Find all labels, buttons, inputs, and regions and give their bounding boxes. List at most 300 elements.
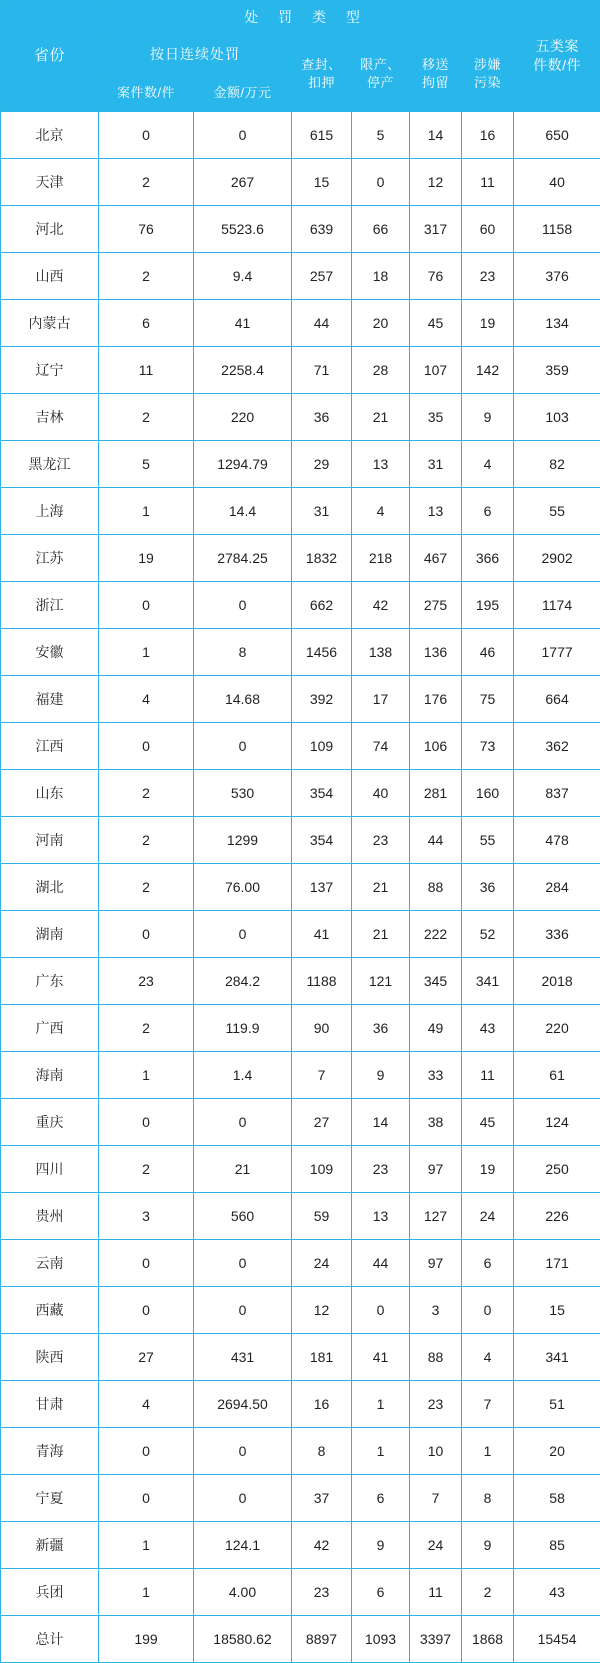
table-row xyxy=(1,159,600,206)
row-amount: 0 xyxy=(194,1240,292,1287)
row-seal: 41 xyxy=(292,911,352,958)
row-pollution: 19 xyxy=(462,1146,514,1193)
table-row xyxy=(1,817,600,864)
table-row xyxy=(1,1428,600,1475)
row-amount: 0 xyxy=(194,1099,292,1146)
row-amount: 1299 xyxy=(194,817,292,864)
row-restrict: 1093 xyxy=(352,1616,410,1663)
row-transfer: 49 xyxy=(410,1005,462,1052)
row-total: 134 xyxy=(514,300,600,347)
row-province: 河南 xyxy=(1,817,99,864)
row-total: 171 xyxy=(514,1240,600,1287)
row-pollution: 11 xyxy=(462,159,514,206)
row-pollution: 142 xyxy=(462,347,514,394)
row-transfer: 467 xyxy=(410,535,462,582)
row-case-count: 27 xyxy=(99,1334,194,1381)
table-row xyxy=(1,1193,600,1240)
row-transfer: 38 xyxy=(410,1099,462,1146)
row-pollution: 1868 xyxy=(462,1616,514,1663)
row-case-count: 0 xyxy=(99,582,194,629)
row-total: 336 xyxy=(514,911,600,958)
row-pollution: 8 xyxy=(462,1475,514,1522)
table-row xyxy=(1,1146,600,1193)
row-restrict: 41 xyxy=(352,1334,410,1381)
row-transfer: 45 xyxy=(410,300,462,347)
row-case-count: 0 xyxy=(99,1475,194,1522)
header-seal-line2: 扣押 xyxy=(292,74,351,92)
header-five-total-line1: 五类案 xyxy=(514,37,600,56)
row-transfer: 88 xyxy=(410,864,462,911)
row-pollution: 45 xyxy=(462,1099,514,1146)
row-province: 云南 xyxy=(1,1240,99,1287)
row-case-count: 5 xyxy=(99,441,194,488)
row-restrict: 138 xyxy=(352,629,410,676)
row-restrict: 40 xyxy=(352,770,410,817)
row-amount: 8 xyxy=(194,629,292,676)
row-pollution: 16 xyxy=(462,112,514,159)
table-row xyxy=(1,582,600,629)
table-row xyxy=(1,864,600,911)
row-case-count: 1 xyxy=(99,629,194,676)
row-case-count: 1 xyxy=(99,1569,194,1616)
row-province: 青海 xyxy=(1,1428,99,1475)
table-row xyxy=(1,911,600,958)
row-transfer: 31 xyxy=(410,441,462,488)
row-case-count: 76 xyxy=(99,206,194,253)
row-seal: 8 xyxy=(292,1428,352,1475)
row-seal: 1456 xyxy=(292,629,352,676)
row-amount: 9.4 xyxy=(194,253,292,300)
table-row xyxy=(1,488,600,535)
row-case-count: 19 xyxy=(99,535,194,582)
row-province: 安徽 xyxy=(1,629,99,676)
row-total: 1777 xyxy=(514,629,600,676)
row-total: 15454 xyxy=(514,1616,600,1663)
row-restrict: 36 xyxy=(352,1005,410,1052)
row-seal: 1188 xyxy=(292,958,352,1005)
row-case-count: 2 xyxy=(99,394,194,441)
row-seal: 354 xyxy=(292,817,352,864)
row-seal: 15 xyxy=(292,159,352,206)
row-transfer: 275 xyxy=(410,582,462,629)
row-amount: 0 xyxy=(194,723,292,770)
header-five-total xyxy=(514,1,600,112)
row-restrict: 1 xyxy=(352,1428,410,1475)
row-seal: 27 xyxy=(292,1099,352,1146)
table-row xyxy=(1,676,600,723)
table-row xyxy=(1,1381,600,1428)
row-case-count: 0 xyxy=(99,1287,194,1334)
row-case-count: 2 xyxy=(99,159,194,206)
row-transfer: 11 xyxy=(410,1569,462,1616)
row-amount: 0 xyxy=(194,112,292,159)
row-province: 上海 xyxy=(1,488,99,535)
row-amount: 0 xyxy=(194,1428,292,1475)
row-amount: 2258.4 xyxy=(194,347,292,394)
row-seal: 109 xyxy=(292,1146,352,1193)
row-province: 辽宁 xyxy=(1,347,99,394)
row-case-count: 0 xyxy=(99,723,194,770)
row-transfer: 97 xyxy=(410,1146,462,1193)
row-seal: 12 xyxy=(292,1287,352,1334)
row-transfer: 23 xyxy=(410,1381,462,1428)
row-seal: 59 xyxy=(292,1193,352,1240)
row-province: 兵团 xyxy=(1,1569,99,1616)
header-seal-line1: 查封、 xyxy=(292,56,351,74)
header-transfer-line1: 移送 xyxy=(410,56,461,74)
row-restrict: 14 xyxy=(352,1099,410,1146)
row-transfer: 222 xyxy=(410,911,462,958)
row-province: 陕西 xyxy=(1,1334,99,1381)
row-transfer: 136 xyxy=(410,629,462,676)
row-case-count: 2 xyxy=(99,770,194,817)
row-province: 宁夏 xyxy=(1,1475,99,1522)
row-restrict: 21 xyxy=(352,394,410,441)
row-restrict: 9 xyxy=(352,1522,410,1569)
row-total: 284 xyxy=(514,864,600,911)
table-row xyxy=(1,1005,600,1052)
table-header xyxy=(1,1,600,112)
row-amount: 431 xyxy=(194,1334,292,1381)
row-case-count: 2 xyxy=(99,864,194,911)
row-seal: 36 xyxy=(292,394,352,441)
row-amount: 1.4 xyxy=(194,1052,292,1099)
table-row xyxy=(1,206,600,253)
header-transfer-line2: 拘留 xyxy=(410,74,461,92)
row-province: 内蒙古 xyxy=(1,300,99,347)
row-province: 海南 xyxy=(1,1052,99,1099)
row-pollution: 6 xyxy=(462,1240,514,1287)
row-province: 重庆 xyxy=(1,1099,99,1146)
row-restrict: 66 xyxy=(352,206,410,253)
row-province: 江西 xyxy=(1,723,99,770)
row-case-count: 4 xyxy=(99,1381,194,1428)
row-pollution: 4 xyxy=(462,1334,514,1381)
row-seal: 639 xyxy=(292,206,352,253)
table-row xyxy=(1,1240,600,1287)
row-seal: 90 xyxy=(292,1005,352,1052)
row-province: 吉林 xyxy=(1,394,99,441)
header-pollution xyxy=(462,36,514,112)
table-row xyxy=(1,1616,600,1663)
table-row xyxy=(1,1099,600,1146)
row-province: 广东 xyxy=(1,958,99,1005)
row-pollution: 2 xyxy=(462,1569,514,1616)
row-province: 湖北 xyxy=(1,864,99,911)
row-province: 西藏 xyxy=(1,1287,99,1334)
row-province: 江苏 xyxy=(1,535,99,582)
row-pollution: 11 xyxy=(462,1052,514,1099)
table-row xyxy=(1,958,600,1005)
table-body xyxy=(1,112,600,1663)
row-total: 226 xyxy=(514,1193,600,1240)
row-amount: 560 xyxy=(194,1193,292,1240)
row-restrict: 23 xyxy=(352,1146,410,1193)
row-total: 15 xyxy=(514,1287,600,1334)
row-seal: 662 xyxy=(292,582,352,629)
row-amount: 76.00 xyxy=(194,864,292,911)
row-restrict: 21 xyxy=(352,864,410,911)
row-case-count: 1 xyxy=(99,1052,194,1099)
header-daily-penalty: 按日连续处罚 xyxy=(99,36,292,75)
row-province: 贵州 xyxy=(1,1193,99,1240)
header-restrict xyxy=(352,36,410,112)
row-province: 山东 xyxy=(1,770,99,817)
row-pollution: 60 xyxy=(462,206,514,253)
row-total: 837 xyxy=(514,770,600,817)
row-total: 664 xyxy=(514,676,600,723)
header-seal xyxy=(292,36,352,112)
row-amount: 41 xyxy=(194,300,292,347)
row-province: 总计 xyxy=(1,1616,99,1663)
row-seal: 7 xyxy=(292,1052,352,1099)
row-seal: 42 xyxy=(292,1522,352,1569)
row-total: 2902 xyxy=(514,535,600,582)
row-province: 北京 xyxy=(1,112,99,159)
row-amount: 2694.50 xyxy=(194,1381,292,1428)
row-restrict: 18 xyxy=(352,253,410,300)
row-pollution: 55 xyxy=(462,817,514,864)
row-total: 341 xyxy=(514,1334,600,1381)
row-province: 新疆 xyxy=(1,1522,99,1569)
row-case-count: 199 xyxy=(99,1616,194,1663)
row-case-count: 0 xyxy=(99,911,194,958)
table-row xyxy=(1,1287,600,1334)
table-row xyxy=(1,1475,600,1522)
row-pollution: 43 xyxy=(462,1005,514,1052)
row-amount: 119.9 xyxy=(194,1005,292,1052)
header-restrict-line2: 停产 xyxy=(352,74,409,92)
row-seal: 1832 xyxy=(292,535,352,582)
row-total: 220 xyxy=(514,1005,600,1052)
row-seal: 257 xyxy=(292,253,352,300)
row-total: 43 xyxy=(514,1569,600,1616)
row-seal: 109 xyxy=(292,723,352,770)
row-amount: 14.68 xyxy=(194,676,292,723)
row-pollution: 7 xyxy=(462,1381,514,1428)
row-transfer: 24 xyxy=(410,1522,462,1569)
row-seal: 181 xyxy=(292,1334,352,1381)
header-restrict-line1: 限产、 xyxy=(352,56,409,74)
table-row xyxy=(1,347,600,394)
row-restrict: 28 xyxy=(352,347,410,394)
row-restrict: 23 xyxy=(352,817,410,864)
row-restrict: 6 xyxy=(352,1569,410,1616)
row-amount: 267 xyxy=(194,159,292,206)
row-case-count: 0 xyxy=(99,112,194,159)
row-pollution: 52 xyxy=(462,911,514,958)
row-case-count: 1 xyxy=(99,488,194,535)
row-transfer: 345 xyxy=(410,958,462,1005)
header-penalty-type: 处 罚 类 型 xyxy=(99,1,514,36)
row-pollution: 75 xyxy=(462,676,514,723)
row-seal: 37 xyxy=(292,1475,352,1522)
row-seal: 31 xyxy=(292,488,352,535)
row-pollution: 73 xyxy=(462,723,514,770)
table-row xyxy=(1,300,600,347)
header-amount: 金额/万元 xyxy=(194,75,292,112)
header-pollution-line2: 污染 xyxy=(462,74,513,92)
row-province: 山西 xyxy=(1,253,99,300)
table-row xyxy=(1,1522,600,1569)
row-amount: 2784.25 xyxy=(194,535,292,582)
row-pollution: 195 xyxy=(462,582,514,629)
row-total: 61 xyxy=(514,1052,600,1099)
row-transfer: 88 xyxy=(410,1334,462,1381)
row-transfer: 12 xyxy=(410,159,462,206)
row-transfer: 10 xyxy=(410,1428,462,1475)
row-transfer: 44 xyxy=(410,817,462,864)
row-restrict: 44 xyxy=(352,1240,410,1287)
row-transfer: 107 xyxy=(410,347,462,394)
row-total: 58 xyxy=(514,1475,600,1522)
row-total: 1158 xyxy=(514,206,600,253)
row-case-count: 4 xyxy=(99,676,194,723)
table-row xyxy=(1,253,600,300)
row-restrict: 21 xyxy=(352,911,410,958)
row-total: 20 xyxy=(514,1428,600,1475)
row-case-count: 6 xyxy=(99,300,194,347)
row-restrict: 9 xyxy=(352,1052,410,1099)
row-province: 湖南 xyxy=(1,911,99,958)
row-total: 650 xyxy=(514,112,600,159)
row-seal: 8897 xyxy=(292,1616,352,1663)
row-pollution: 366 xyxy=(462,535,514,582)
row-restrict: 20 xyxy=(352,300,410,347)
row-province: 福建 xyxy=(1,676,99,723)
row-total: 250 xyxy=(514,1146,600,1193)
table-row xyxy=(1,1569,600,1616)
row-transfer: 176 xyxy=(410,676,462,723)
header-province: 省份 xyxy=(1,1,99,112)
header-row-1 xyxy=(1,1,600,36)
row-case-count: 11 xyxy=(99,347,194,394)
row-amount: 18580.62 xyxy=(194,1616,292,1663)
row-amount: 5523.6 xyxy=(194,206,292,253)
row-pollution: 23 xyxy=(462,253,514,300)
row-case-count: 0 xyxy=(99,1240,194,1287)
row-total: 478 xyxy=(514,817,600,864)
row-restrict: 0 xyxy=(352,159,410,206)
row-total: 376 xyxy=(514,253,600,300)
row-province: 甘肃 xyxy=(1,1381,99,1428)
row-restrict: 5 xyxy=(352,112,410,159)
row-case-count: 2 xyxy=(99,1146,194,1193)
row-amount: 284.2 xyxy=(194,958,292,1005)
table-row xyxy=(1,629,600,676)
row-seal: 44 xyxy=(292,300,352,347)
row-pollution: 6 xyxy=(462,488,514,535)
row-amount: 0 xyxy=(194,1475,292,1522)
row-transfer: 7 xyxy=(410,1475,462,1522)
row-total: 103 xyxy=(514,394,600,441)
row-restrict: 13 xyxy=(352,1193,410,1240)
row-amount: 21 xyxy=(194,1146,292,1193)
row-pollution: 9 xyxy=(462,394,514,441)
row-transfer: 33 xyxy=(410,1052,462,1099)
row-amount: 220 xyxy=(194,394,292,441)
row-pollution: 4 xyxy=(462,441,514,488)
row-case-count: 3 xyxy=(99,1193,194,1240)
row-restrict: 0 xyxy=(352,1287,410,1334)
row-total: 1174 xyxy=(514,582,600,629)
row-transfer: 76 xyxy=(410,253,462,300)
row-seal: 137 xyxy=(292,864,352,911)
header-pollution-line1: 涉嫌 xyxy=(462,56,513,74)
row-case-count: 2 xyxy=(99,817,194,864)
row-total: 359 xyxy=(514,347,600,394)
row-case-count: 1 xyxy=(99,1522,194,1569)
row-province: 广西 xyxy=(1,1005,99,1052)
table-row xyxy=(1,535,600,582)
row-pollution: 1 xyxy=(462,1428,514,1475)
row-seal: 24 xyxy=(292,1240,352,1287)
row-pollution: 19 xyxy=(462,300,514,347)
header-five-total-line2: 件数/件 xyxy=(514,56,600,75)
table-row xyxy=(1,394,600,441)
row-total: 124 xyxy=(514,1099,600,1146)
row-total: 362 xyxy=(514,723,600,770)
row-transfer: 13 xyxy=(410,488,462,535)
row-restrict: 1 xyxy=(352,1381,410,1428)
row-transfer: 3397 xyxy=(410,1616,462,1663)
row-transfer: 281 xyxy=(410,770,462,817)
row-pollution: 36 xyxy=(462,864,514,911)
row-restrict: 74 xyxy=(352,723,410,770)
header-case-count: 案件数/件 xyxy=(99,75,194,112)
row-pollution: 160 xyxy=(462,770,514,817)
row-province: 天津 xyxy=(1,159,99,206)
row-transfer: 317 xyxy=(410,206,462,253)
table-row xyxy=(1,770,600,817)
row-seal: 392 xyxy=(292,676,352,723)
row-seal: 23 xyxy=(292,1569,352,1616)
header-transfer xyxy=(410,36,462,112)
row-seal: 71 xyxy=(292,347,352,394)
row-amount: 0 xyxy=(194,1287,292,1334)
row-amount: 4.00 xyxy=(194,1569,292,1616)
row-case-count: 0 xyxy=(99,1428,194,1475)
row-case-count: 2 xyxy=(99,253,194,300)
row-transfer: 14 xyxy=(410,112,462,159)
row-total: 55 xyxy=(514,488,600,535)
row-province: 河北 xyxy=(1,206,99,253)
row-pollution: 24 xyxy=(462,1193,514,1240)
row-seal: 354 xyxy=(292,770,352,817)
table-row xyxy=(1,112,600,159)
row-total: 40 xyxy=(514,159,600,206)
row-restrict: 17 xyxy=(352,676,410,723)
row-amount: 1294.79 xyxy=(194,441,292,488)
row-pollution: 341 xyxy=(462,958,514,1005)
row-restrict: 4 xyxy=(352,488,410,535)
row-province: 浙江 xyxy=(1,582,99,629)
row-total: 85 xyxy=(514,1522,600,1569)
row-transfer: 35 xyxy=(410,394,462,441)
row-amount: 530 xyxy=(194,770,292,817)
row-amount: 124.1 xyxy=(194,1522,292,1569)
row-restrict: 42 xyxy=(352,582,410,629)
row-pollution: 0 xyxy=(462,1287,514,1334)
row-restrict: 13 xyxy=(352,441,410,488)
table-row xyxy=(1,723,600,770)
row-transfer: 3 xyxy=(410,1287,462,1334)
row-province: 四川 xyxy=(1,1146,99,1193)
row-pollution: 46 xyxy=(462,629,514,676)
row-case-count: 2 xyxy=(99,1005,194,1052)
row-transfer: 106 xyxy=(410,723,462,770)
row-total: 51 xyxy=(514,1381,600,1428)
